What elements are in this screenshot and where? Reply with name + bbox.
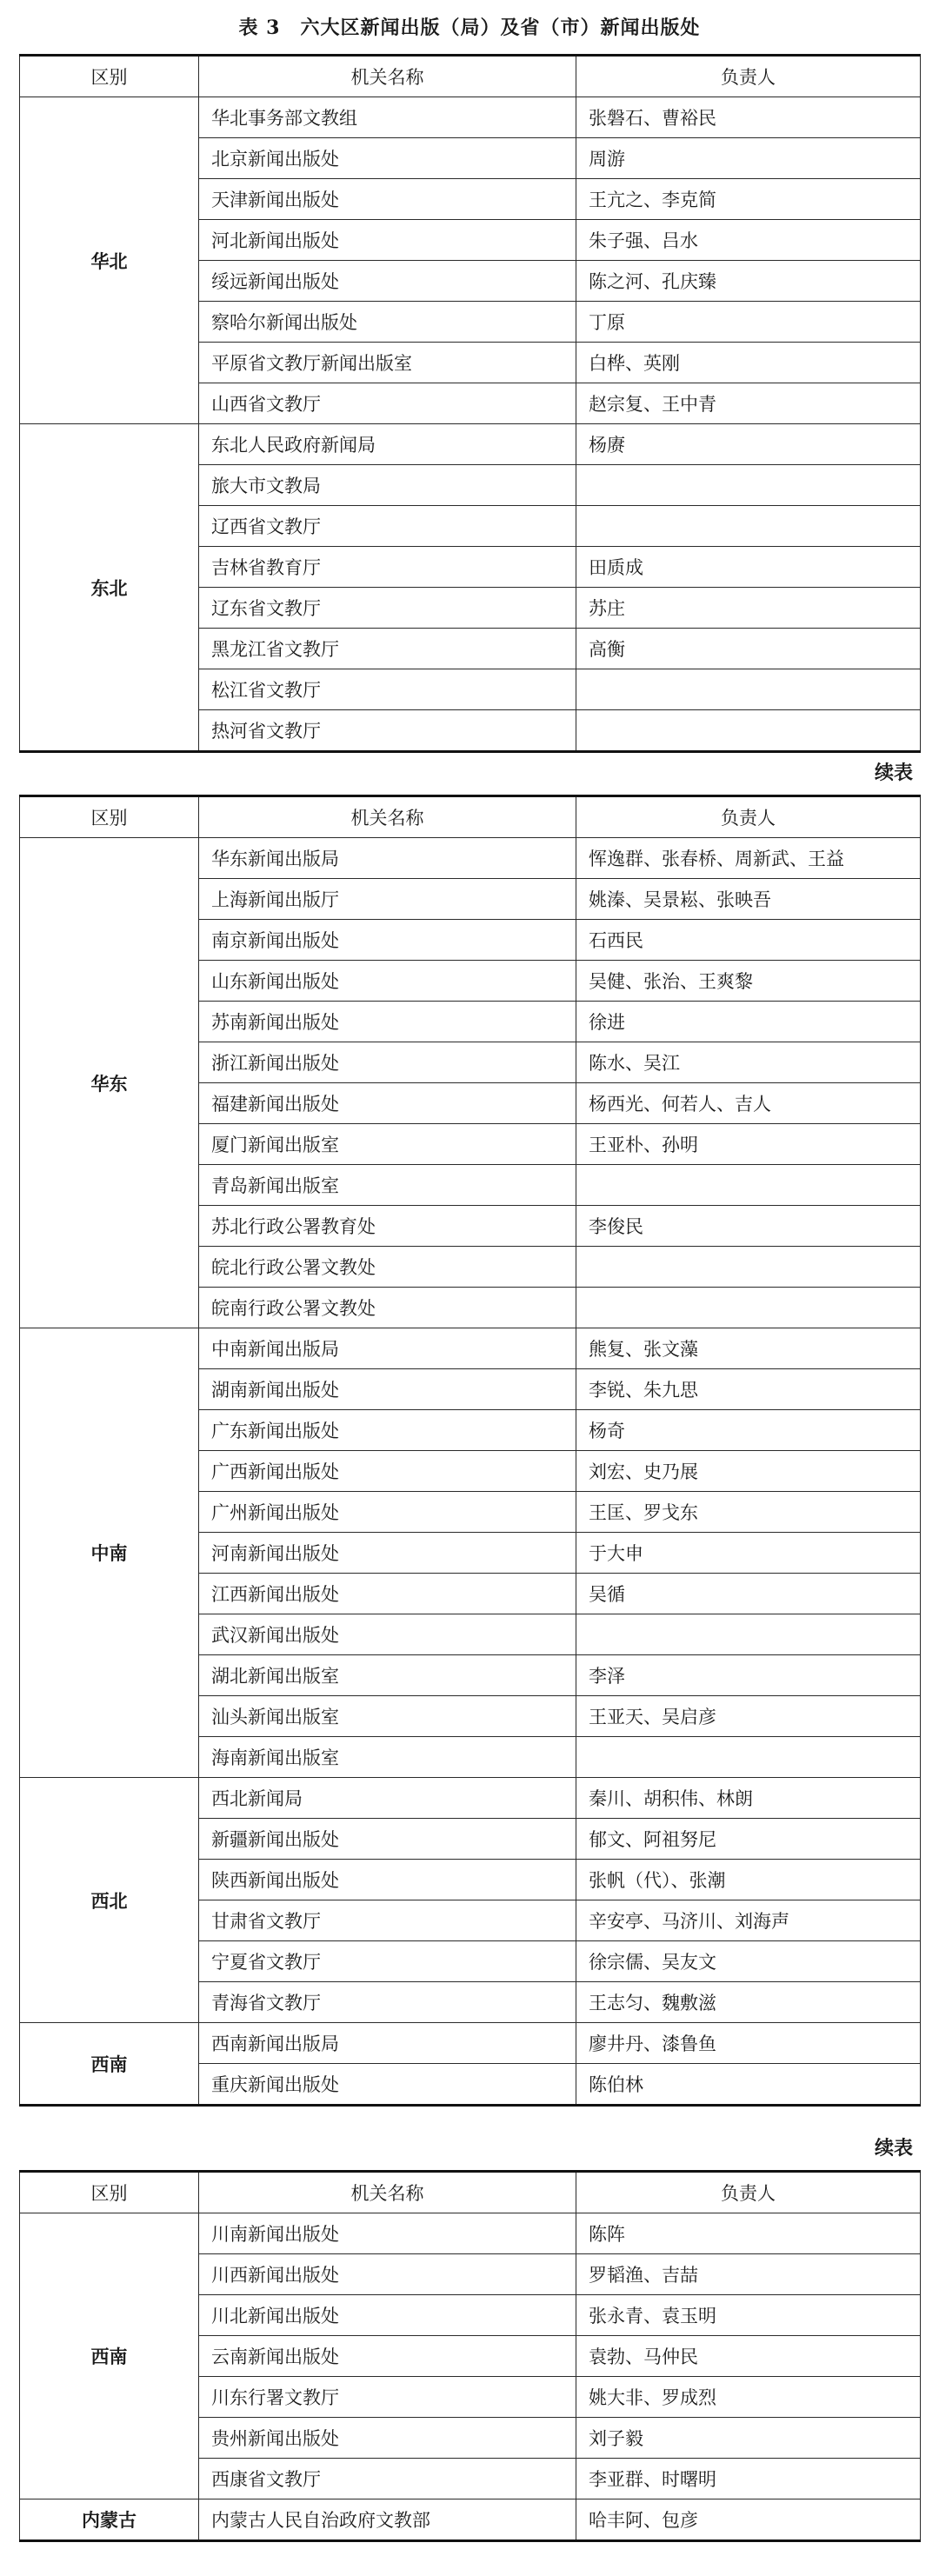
org-name-cell: 内蒙古人民自治政府文教部 xyxy=(199,2499,576,2541)
region-cell: 东北 xyxy=(20,424,199,752)
person-cell: 杨西光、何若人、吉人 xyxy=(576,1083,921,1124)
person-cell: 李亚群、时曙明 xyxy=(576,2459,921,2499)
table-row xyxy=(20,2499,921,2541)
person-cell xyxy=(576,1247,921,1288)
org-name-cell: 西南新闻出版局 xyxy=(199,2023,576,2064)
person-cell xyxy=(576,506,921,547)
person-cell xyxy=(576,1737,921,1778)
org-name-cell: 苏北行政公署教育处 xyxy=(199,1206,576,1247)
org-name-cell: 绥远新闻出版处 xyxy=(199,261,576,302)
person-cell: 陈之河、孔庆臻 xyxy=(576,261,921,302)
org-name-cell: 华北事务部文教组 xyxy=(199,97,576,138)
person-cell: 陈水、吴江 xyxy=(576,1042,921,1083)
region-cell: 西南 xyxy=(20,2213,199,2499)
org-name-cell: 北京新闻出版处 xyxy=(199,138,576,179)
org-name-cell: 皖北行政公署文教处 xyxy=(199,1247,576,1288)
table-row xyxy=(20,838,921,879)
org-name-cell: 皖南行政公署文教处 xyxy=(199,1288,576,1328)
org-name-cell: 南京新闻出版处 xyxy=(199,920,576,961)
person-cell: 王志匀、魏敷滋 xyxy=(576,1982,921,2023)
person-cell xyxy=(576,1288,921,1328)
org-name-cell: 广西新闻出版处 xyxy=(199,1451,576,1492)
person-cell: 朱子强、吕水 xyxy=(576,220,921,261)
org-name-cell: 察哈尔新闻出版处 xyxy=(199,302,576,343)
org-name-cell: 中南新闻出版局 xyxy=(199,1328,576,1369)
org-name-cell: 旅大市文教局 xyxy=(199,465,576,506)
org-name-cell: 汕头新闻出版室 xyxy=(199,1696,576,1737)
org-name-cell: 广州新闻出版处 xyxy=(199,1492,576,1533)
org-name-cell: 热河省文教厅 xyxy=(199,710,576,752)
header-region: 区别 xyxy=(20,796,199,838)
person-cell: 杨赓 xyxy=(576,424,921,465)
person-cell: 李泽 xyxy=(576,1655,921,1696)
org-name-cell: 西北新闻局 xyxy=(199,1778,576,1819)
org-name-cell: 松江省文教厅 xyxy=(199,669,576,710)
org-name-cell: 新疆新闻出版处 xyxy=(199,1819,576,1860)
person-cell: 徐宗儒、吴友文 xyxy=(576,1941,921,1982)
person-cell: 周游 xyxy=(576,138,921,179)
org-name-cell: 辽东省文教厅 xyxy=(199,588,576,629)
org-name-cell: 海南新闻出版室 xyxy=(199,1737,576,1778)
person-cell: 熊复、张文藻 xyxy=(576,1328,921,1369)
org-name-cell: 川东行署文教厅 xyxy=(199,2377,576,2418)
region-cell: 西南 xyxy=(20,2023,199,2106)
person-cell xyxy=(576,1614,921,1655)
person-cell: 陈伯林 xyxy=(576,2064,921,2106)
org-name-cell: 广东新闻出版处 xyxy=(199,1410,576,1451)
person-cell: 李锐、朱九思 xyxy=(576,1369,921,1410)
org-name-cell: 山西省文教厅 xyxy=(199,383,576,424)
table-row xyxy=(20,2023,921,2064)
person-cell: 辛安亭、马济川、刘海声 xyxy=(576,1900,921,1941)
org-name-cell: 浙江新闻出版处 xyxy=(199,1042,576,1083)
org-name-cell: 东北人民政府新闻局 xyxy=(199,424,576,465)
header-org-name: 机关名称 xyxy=(199,796,576,838)
person-cell: 田质成 xyxy=(576,547,921,588)
person-cell: 白桦、英刚 xyxy=(576,343,921,383)
region-cell: 内蒙古 xyxy=(20,2499,199,2541)
person-cell: 于大申 xyxy=(576,1533,921,1574)
table-row xyxy=(20,1778,921,1819)
person-cell: 陈阵 xyxy=(576,2213,921,2254)
person-cell: 张磐石、曹裕民 xyxy=(576,97,921,138)
region-cell: 华北 xyxy=(20,97,199,424)
region-cell: 中南 xyxy=(20,1328,199,1778)
person-cell: 吴健、张治、王爽黎 xyxy=(576,961,921,1002)
person-cell: 徐进 xyxy=(576,1002,921,1042)
person-cell: 苏庄 xyxy=(576,588,921,629)
table-row xyxy=(20,424,921,465)
person-cell: 张帆（代）、张潮 xyxy=(576,1860,921,1900)
region-cell: 华东 xyxy=(20,838,199,1328)
table-row xyxy=(20,97,921,138)
person-cell xyxy=(576,1165,921,1206)
header-person: 负责人 xyxy=(576,2172,921,2213)
header-region: 区别 xyxy=(20,56,199,97)
org-name-cell: 武汉新闻出版处 xyxy=(199,1614,576,1655)
org-name-cell: 湖北新闻出版室 xyxy=(199,1655,576,1696)
org-name-cell: 重庆新闻出版处 xyxy=(199,2064,576,2106)
person-cell: 李俊民 xyxy=(576,1206,921,1247)
person-cell: 刘宏、史乃展 xyxy=(576,1451,921,1492)
org-name-cell: 黑龙江省文教厅 xyxy=(199,629,576,669)
org-name-cell: 江西新闻出版处 xyxy=(199,1574,576,1614)
person-cell: 王亚朴、孙明 xyxy=(576,1124,921,1165)
main-table-part-1 xyxy=(19,54,921,753)
header-row xyxy=(20,56,921,97)
table-caption: 表 3 六大区新闻出版（局）及省（市）新闻出版处 xyxy=(238,17,701,39)
org-name-cell: 苏南新闻出版处 xyxy=(199,1002,576,1042)
org-name-cell: 青岛新闻出版室 xyxy=(199,1165,576,1206)
person-cell: 张永青、袁玉明 xyxy=(576,2295,921,2336)
org-name-cell: 川南新闻出版处 xyxy=(199,2213,576,2254)
main-table-part-2 xyxy=(19,795,921,2107)
continued-label-1: 续表 xyxy=(874,762,913,784)
table-row xyxy=(20,1328,921,1369)
person-cell: 秦川、胡积伟、林朗 xyxy=(576,1778,921,1819)
org-name-cell: 厦门新闻出版室 xyxy=(199,1124,576,1165)
org-name-cell: 山东新闻出版处 xyxy=(199,961,576,1002)
org-name-cell: 天津新闻出版处 xyxy=(199,179,576,220)
person-cell: 姚溱、吴景崧、张映吾 xyxy=(576,879,921,920)
header-person: 负责人 xyxy=(576,56,921,97)
org-name-cell: 吉林省教育厅 xyxy=(199,547,576,588)
person-cell: 赵宗复、王中青 xyxy=(576,383,921,424)
person-cell: 王亚天、吴启彦 xyxy=(576,1696,921,1737)
header-person: 负责人 xyxy=(576,796,921,838)
org-name-cell: 河南新闻出版处 xyxy=(199,1533,576,1574)
continued-label-2: 续表 xyxy=(874,2137,913,2160)
org-name-cell: 华东新闻出版局 xyxy=(199,838,576,879)
org-name-cell: 宁夏省文教厅 xyxy=(199,1941,576,1982)
org-name-cell: 贵州新闻出版处 xyxy=(199,2418,576,2459)
person-cell: 刘子毅 xyxy=(576,2418,921,2459)
person-cell: 王亢之、李克简 xyxy=(576,179,921,220)
org-name-cell: 福建新闻出版处 xyxy=(199,1083,576,1124)
person-cell xyxy=(576,710,921,752)
person-cell: 廖井丹、漆鲁鱼 xyxy=(576,2023,921,2064)
person-cell: 姚大非、罗成烈 xyxy=(576,2377,921,2418)
header-row xyxy=(20,2172,921,2213)
header-org-name: 机关名称 xyxy=(199,56,576,97)
person-cell: 恽逸群、张春桥、周新武、王益 xyxy=(576,838,921,879)
org-name-cell: 云南新闻出版处 xyxy=(199,2336,576,2377)
org-name-cell: 川北新闻出版处 xyxy=(199,2295,576,2336)
header-org-name: 机关名称 xyxy=(199,2172,576,2213)
org-name-cell: 辽西省文教厅 xyxy=(199,506,576,547)
person-cell: 袁勃、马仲民 xyxy=(576,2336,921,2377)
person-cell: 杨奇 xyxy=(576,1410,921,1451)
person-cell: 石西民 xyxy=(576,920,921,961)
person-cell: 吴循 xyxy=(576,1574,921,1614)
table-row xyxy=(20,2213,921,2254)
header-region: 区别 xyxy=(20,2172,199,2213)
person-cell: 高衡 xyxy=(576,629,921,669)
person-cell xyxy=(576,465,921,506)
person-cell: 丁原 xyxy=(576,302,921,343)
org-name-cell: 陕西新闻出版处 xyxy=(199,1860,576,1900)
org-name-cell: 上海新闻出版厅 xyxy=(199,879,576,920)
region-cell: 西北 xyxy=(20,1778,199,2023)
header-row xyxy=(20,796,921,838)
org-name-cell: 甘肃省文教厅 xyxy=(199,1900,576,1941)
org-name-cell: 川西新闻出版处 xyxy=(199,2254,576,2295)
org-name-cell: 平原省文教厅新闻出版室 xyxy=(199,343,576,383)
org-name-cell: 湖南新闻出版处 xyxy=(199,1369,576,1410)
person-cell: 郁文、阿祖努尼 xyxy=(576,1819,921,1860)
person-cell: 王匡、罗戈东 xyxy=(576,1492,921,1533)
person-cell: 哈丰阿、包彦 xyxy=(576,2499,921,2541)
main-table-part-3 xyxy=(19,2170,921,2542)
org-name-cell: 西康省文教厅 xyxy=(199,2459,576,2499)
org-name-cell: 河北新闻出版处 xyxy=(199,220,576,261)
org-name-cell: 青海省文教厅 xyxy=(199,1982,576,2023)
person-cell: 罗韬渔、吉喆 xyxy=(576,2254,921,2295)
person-cell xyxy=(576,669,921,710)
